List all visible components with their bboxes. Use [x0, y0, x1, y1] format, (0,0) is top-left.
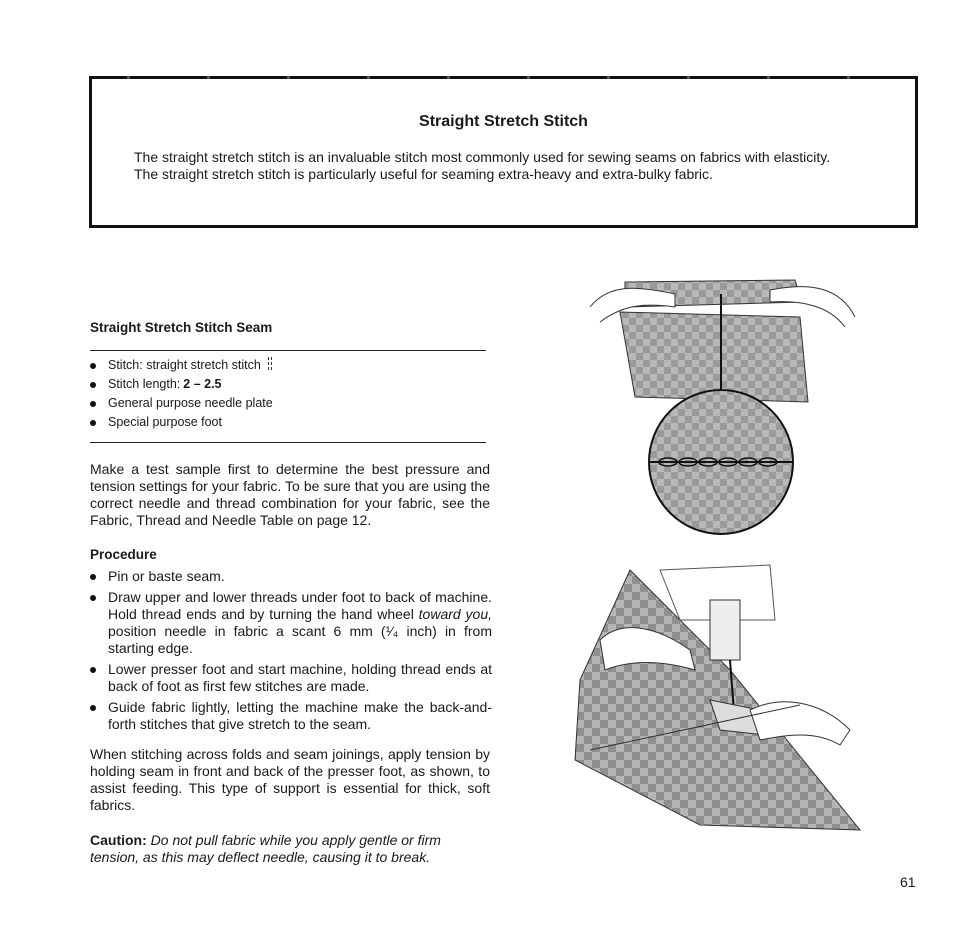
bullet	[90, 382, 96, 388]
intro-line-1: The straight stretch stitch is an invaluable stitch most commonly used for sewing seams on fabrics with elasticity.	[134, 149, 831, 165]
spec-item	[90, 375, 275, 394]
spec-item	[90, 413, 275, 432]
intro-box	[89, 76, 918, 228]
bullet	[90, 420, 96, 426]
caution-note	[90, 832, 492, 866]
procedure-step-text: Pin or baste seam.	[108, 568, 225, 584]
intro-line-2: The straight stretch stitch is particularly useful for seaming extra-heavy and extra-bulky fabric.	[134, 166, 713, 182]
spec-value: 2 – 2.5	[183, 377, 222, 391]
procedure-step-text: Lower presser foot and start machine, holding thread ends at back of foot as first few stitches are made.	[108, 661, 492, 694]
intro-text	[134, 149, 897, 183]
spec-item	[90, 394, 275, 413]
procedure-step	[90, 699, 492, 733]
seam-detail-illustration	[580, 262, 870, 537]
bullet	[90, 401, 96, 407]
spec-label: Stitch: straight stretch stitch	[108, 358, 261, 372]
page-number: 61	[900, 874, 916, 890]
divider-bottom	[90, 442, 486, 443]
caution-text: Do not pull fabric while you apply gentle or firm tension, as this may deflect needle, causing it to break.	[90, 832, 441, 865]
procedure-step-text: Guide fabric lightly, letting the machine make the back-and-forth stitches that give stretch to the seam.	[108, 699, 492, 732]
sewing-machine-illustration	[560, 560, 870, 840]
bullet	[90, 595, 96, 601]
intro-title: Straight Stretch Stitch	[419, 113, 588, 130]
spec-label: Special purpose foot	[108, 415, 222, 429]
test-sample-paragraph: Make a test sample first to determine the best pressure and tension settings for your fabric. To be sure that you are using the correct needle and thread combination for your fabric, see the Fabric, Thread and Needle Table on page 12.	[90, 461, 490, 528]
procedure-step	[90, 568, 492, 585]
spec-list	[90, 356, 275, 432]
support-paragraph: When stitching across folds and seam joinings, apply tension by holding seam in front and back of the presser foot, as shown, to assist feeding. This type of support is essential for thick, soft fabrics.	[90, 746, 490, 813]
step-text-start: Draw upper and lower threads under foot to back of machine. Hold thread ends and by turning the hand wheel	[108, 589, 492, 622]
spec-label: Stitch length:	[108, 377, 181, 391]
procedure-step	[90, 661, 492, 695]
step-text-end: position needle in fabric a scant 6 mm (¹⁄₄ inch) in from starting edge.	[108, 623, 492, 656]
bullet	[90, 363, 96, 369]
procedure-title: Procedure	[90, 547, 157, 562]
bullet	[90, 705, 96, 711]
section-title: Straight Stretch Stitch Seam	[90, 320, 273, 335]
procedure-list	[90, 568, 492, 737]
bullet	[90, 667, 96, 673]
divider-top	[90, 350, 486, 351]
procedure-step-text	[108, 589, 492, 657]
straight-stretch-stitch-icon	[267, 357, 275, 371]
caution-label: Caution:	[90, 832, 147, 848]
procedure-step	[90, 589, 492, 657]
spec-item	[90, 356, 275, 375]
spec-label: General purpose needle plate	[108, 396, 273, 410]
step-text-emphasis: toward you,	[418, 606, 492, 622]
bullet	[90, 574, 96, 580]
